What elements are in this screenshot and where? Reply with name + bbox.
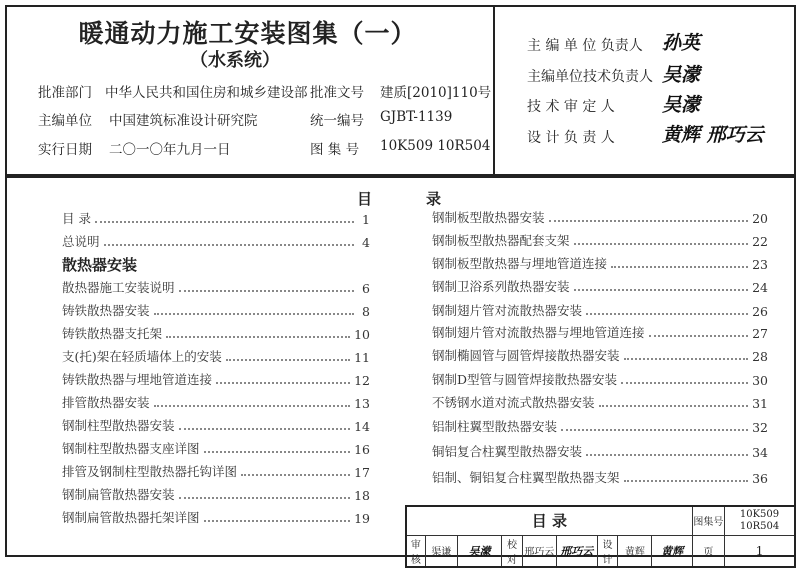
toc-item-page: 18 <box>354 488 370 503</box>
toc-item[interactable] <box>432 370 768 388</box>
toc-item[interactable] <box>62 416 370 434</box>
review-name: 渠谦 <box>425 535 457 567</box>
dot-leader <box>611 266 748 268</box>
toc-item[interactable] <box>432 277 768 295</box>
drawing-name: 目 录 <box>406 506 692 535</box>
toc-item[interactable] <box>62 232 370 250</box>
toc-heading-left: 目 <box>357 190 373 208</box>
toc-item[interactable] <box>62 209 370 227</box>
toc-item-title: 钢制翅片管对流散热器安装 <box>432 303 583 318</box>
meta-value-unified-no: GJBT-1139 <box>380 109 453 125</box>
toc-item-page: 8 <box>362 304 370 319</box>
dot-leader <box>204 520 351 522</box>
design-name: 黄辉 <box>618 535 652 567</box>
toc-item-page: 14 <box>354 419 370 434</box>
dot-leader <box>226 359 350 361</box>
toc-item[interactable] <box>62 439 370 457</box>
toc-item-page: 19 <box>354 511 370 526</box>
signature: 黄辉 邢巧云 <box>662 124 764 146</box>
toc-item[interactable] <box>62 301 370 319</box>
toc-item-title: 钢制翅片管对流散热器与埋地管道连接 <box>432 325 645 340</box>
dot-leader <box>586 454 748 456</box>
dot-leader <box>561 429 748 431</box>
toc-item[interactable] <box>62 278 370 296</box>
toc-item-page: 10 <box>354 327 370 342</box>
dot-leader <box>586 313 748 315</box>
title-block <box>405 505 796 568</box>
dot-leader <box>574 243 749 245</box>
toc-item-title: 铸铁散热器支托架 <box>62 326 163 341</box>
toc-item[interactable] <box>62 393 370 411</box>
toc-item[interactable] <box>62 324 370 342</box>
meta-label-approval-no: 批准文号 <box>310 85 364 101</box>
toc-item-page: 20 <box>752 211 768 226</box>
atlas-no-2: 10R504 <box>739 520 780 532</box>
check-signature: 邢巧云 <box>556 535 597 567</box>
meta-label-approval-dept: 批准部门 <box>38 85 92 101</box>
meta-value-chief-editor: 中国建筑标准设计研究院 <box>109 113 258 129</box>
atlas-no-1: 10K509 <box>739 508 780 520</box>
toc-item-page: 22 <box>752 234 768 249</box>
dot-leader <box>154 405 351 407</box>
toc-item[interactable] <box>62 485 370 503</box>
atlas-subtitle: （水系统） <box>190 50 280 71</box>
atlas-title: 暖通动力施工安装图集（一） <box>78 19 417 48</box>
toc-item-title: 钢制板型散热器与埋地管道连接 <box>432 256 608 271</box>
design-signature: 黄辉 <box>652 535 692 567</box>
toc-item-page: 1 <box>362 212 370 227</box>
toc-item-page: 30 <box>752 373 768 388</box>
review-label: 审核 <box>406 535 425 567</box>
toc-item[interactable] <box>432 468 768 486</box>
atlas-no-value <box>725 506 795 535</box>
dot-leader <box>241 474 350 476</box>
toc-item-page: 12 <box>354 373 370 388</box>
responsible-label: 主 编 单 位 负责人 <box>527 38 643 54</box>
toc-item[interactable] <box>62 508 370 526</box>
toc-item[interactable] <box>62 462 370 480</box>
toc-item-page: 11 <box>354 350 370 365</box>
meta-label-unified-no: 统一编号 <box>310 113 364 129</box>
responsible-label: 技 术 审 定 人 <box>527 99 615 115</box>
toc-item-page: 27 <box>752 326 768 341</box>
toc-item-title: 支(托)架在轻质墙体上的安装 <box>62 349 222 364</box>
toc-item-page: 17 <box>354 465 370 480</box>
header-right-frame <box>493 5 796 176</box>
toc-item-title: 钢制板型散热器配套支架 <box>432 233 570 248</box>
toc-item-title: 排管散热器安装 <box>62 395 150 410</box>
toc-item-title: 钢制椭圆管与圆管焊接散热器安装 <box>432 348 620 363</box>
toc-item-title: 钢制柱型散热器支座详图 <box>62 441 200 456</box>
dot-leader <box>624 480 749 482</box>
toc-item[interactable] <box>432 254 768 272</box>
toc-item-title: 铸铁散热器与埋地管道连接 <box>62 372 213 387</box>
toc-item-page: 23 <box>752 257 768 272</box>
atlas-no-label: 图集号 <box>692 506 724 535</box>
toc-item[interactable] <box>432 301 768 319</box>
responsible-label: 主编单位技术负责人 <box>527 69 653 85</box>
page-number: 1 <box>725 535 795 567</box>
toc-item-title: 铜铝复合柱翼型散热器安装 <box>432 444 583 459</box>
toc-item-title: 铝制、铜铝复合柱翼型散热器支架 <box>432 470 620 485</box>
dot-leader <box>599 405 749 407</box>
toc-item-page: 16 <box>354 442 370 457</box>
toc-item-title: 散热器施工安装说明 <box>62 280 175 295</box>
toc-item-page: 36 <box>752 471 768 486</box>
toc-item[interactable] <box>432 208 768 226</box>
toc-section-heading: 散热器安装 <box>62 256 138 274</box>
toc-item-page: 34 <box>752 445 768 460</box>
toc-item-title: 钢制扁管散热器安装 <box>62 487 175 502</box>
toc-item-page: 4 <box>362 235 370 250</box>
dot-leader <box>574 289 749 291</box>
toc-item-title: 钢制扁管散热器托架详图 <box>62 510 200 525</box>
toc-item-page: 31 <box>752 396 768 411</box>
toc-heading-right: 录 <box>426 190 442 208</box>
dot-leader <box>154 313 354 315</box>
toc-item-title: 排管及钢制柱型散热器托钩详图 <box>62 464 238 479</box>
signature: 孙英 <box>662 32 701 54</box>
dot-leader <box>179 497 351 499</box>
dot-leader <box>621 382 748 384</box>
toc-item-page: 24 <box>752 280 768 295</box>
toc-item-title: 铝制柱翼型散热器安装 <box>432 419 558 434</box>
dot-leader <box>104 244 354 246</box>
dot-leader <box>649 335 749 337</box>
page-label: 页 <box>692 535 724 567</box>
toc-item-title: 铸铁散热器安装 <box>62 303 150 318</box>
toc-item-page: 26 <box>752 304 768 319</box>
toc-item-page: 13 <box>354 396 370 411</box>
responsible-label: 设 计 负 责 人 <box>527 130 615 146</box>
toc-item[interactable] <box>432 323 768 341</box>
toc-item-title: 钢制板型散热器安装 <box>432 210 545 225</box>
toc-item-title: 不锈钢水道对流式散热器安装 <box>432 395 595 410</box>
review-signature: 吴濛 <box>457 535 501 567</box>
signature: 吴濛 <box>662 64 701 86</box>
toc-item-title: 总说明 <box>62 234 100 249</box>
meta-value-approval-dept: 中华人民共和国住房和城乡建设部 <box>105 85 308 101</box>
toc-item[interactable] <box>432 442 768 460</box>
toc-item-page: 28 <box>752 349 768 364</box>
dot-leader <box>549 220 749 222</box>
signature: 吴濛 <box>662 94 701 116</box>
dot-leader <box>216 382 350 384</box>
toc-item-page: 6 <box>362 281 370 296</box>
toc-item-title: 钢制卫浴系列散热器安装 <box>432 279 570 294</box>
toc-item[interactable] <box>62 370 370 388</box>
toc-item-title: 目 录 <box>62 211 91 226</box>
toc-item-title: 钢制D型管与圆管焊接散热器安装 <box>432 372 618 387</box>
toc-item[interactable] <box>432 393 768 411</box>
toc-item[interactable] <box>432 346 768 364</box>
meta-value-effective-date: 二〇一〇年九月一日 <box>109 142 231 158</box>
meta-value-atlas-no: 10K509 10R504 <box>380 138 491 154</box>
meta-label-effective-date: 实行日期 <box>38 142 92 158</box>
design-label: 设计 <box>597 535 618 567</box>
toc-left-column <box>62 209 370 526</box>
dot-leader <box>166 336 350 338</box>
check-label: 校对 <box>502 535 523 567</box>
toc-item[interactable] <box>62 347 370 365</box>
toc-item-page: 32 <box>752 420 768 435</box>
toc-right-column <box>432 208 768 486</box>
check-name: 邢巧云 <box>522 535 556 567</box>
toc-item-title: 钢制柱型散热器安装 <box>62 418 175 433</box>
dot-leader <box>179 428 351 430</box>
meta-label-atlas-no: 图 集 号 <box>310 142 360 158</box>
dot-leader <box>204 451 351 453</box>
dot-leader <box>624 358 749 360</box>
meta-value-approval-no: 建质[2010]110号 <box>380 85 492 101</box>
meta-label-chief-editor: 主编单位 <box>38 113 92 129</box>
toc-item[interactable] <box>432 231 768 249</box>
toc-item[interactable] <box>432 417 768 435</box>
dot-leader <box>179 290 354 292</box>
dot-leader <box>95 221 354 223</box>
